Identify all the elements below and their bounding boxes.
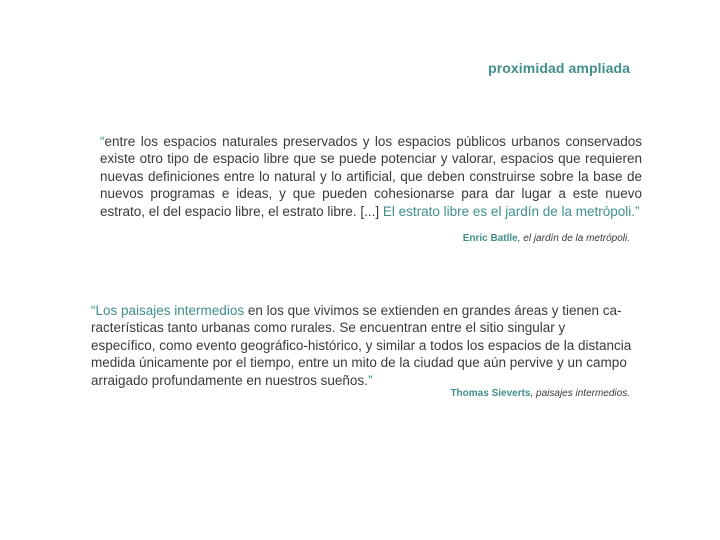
quote-text: entre los espacios naturales preservados y los espacios públicos urbanos conservados existe otro tipo de espacio libre que se puede potenciar y valorar, espacios que requieren nuevas definiciones entre lo natural y lo artificial, que deben construirse sobre la base de nuevos programas e ideas, y que pueden cohesionarse para dar lugar a este nuevo estrato, el del espacio libre, el estrato libre. [...] (100, 134, 642, 219)
quote-highlight: “Los paisajes intermedios (91, 303, 245, 318)
open-quote-mark: “ (100, 134, 105, 149)
quote-thomas-sieverts (88, 302, 633, 389)
quote-enric-batlle (88, 133, 642, 220)
work-title: , paisajes intermedios. (530, 388, 630, 399)
author-name: Thomas Sieverts (450, 388, 531, 399)
attribution-enric-batlle (463, 233, 630, 244)
attribution-thomas-sieverts (450, 388, 630, 399)
section-title: proximidad ampliada (488, 60, 630, 76)
quote-text: en los que vivimos se extienden en grandes áreas y tienen ca-racterísticas tanto urbanas como rurales. Se encuentran entre el sitio singular y específico, como evento geográfico-histórico, y similar a todos los espacios de la distancia medida únicamente por el tiempo, entre un mito de la ciudad que aún pervive y un campo arraigado profundamente en nuestros sueños. (91, 303, 632, 388)
work-title: , el jardín de la metrópoli. (517, 233, 630, 244)
quote-highlight: El estrato libre es el jardín de la metrópoli.” (382, 203, 640, 219)
close-quote-mark: ” (367, 372, 373, 388)
author-name: Enric Batlle (462, 233, 518, 244)
